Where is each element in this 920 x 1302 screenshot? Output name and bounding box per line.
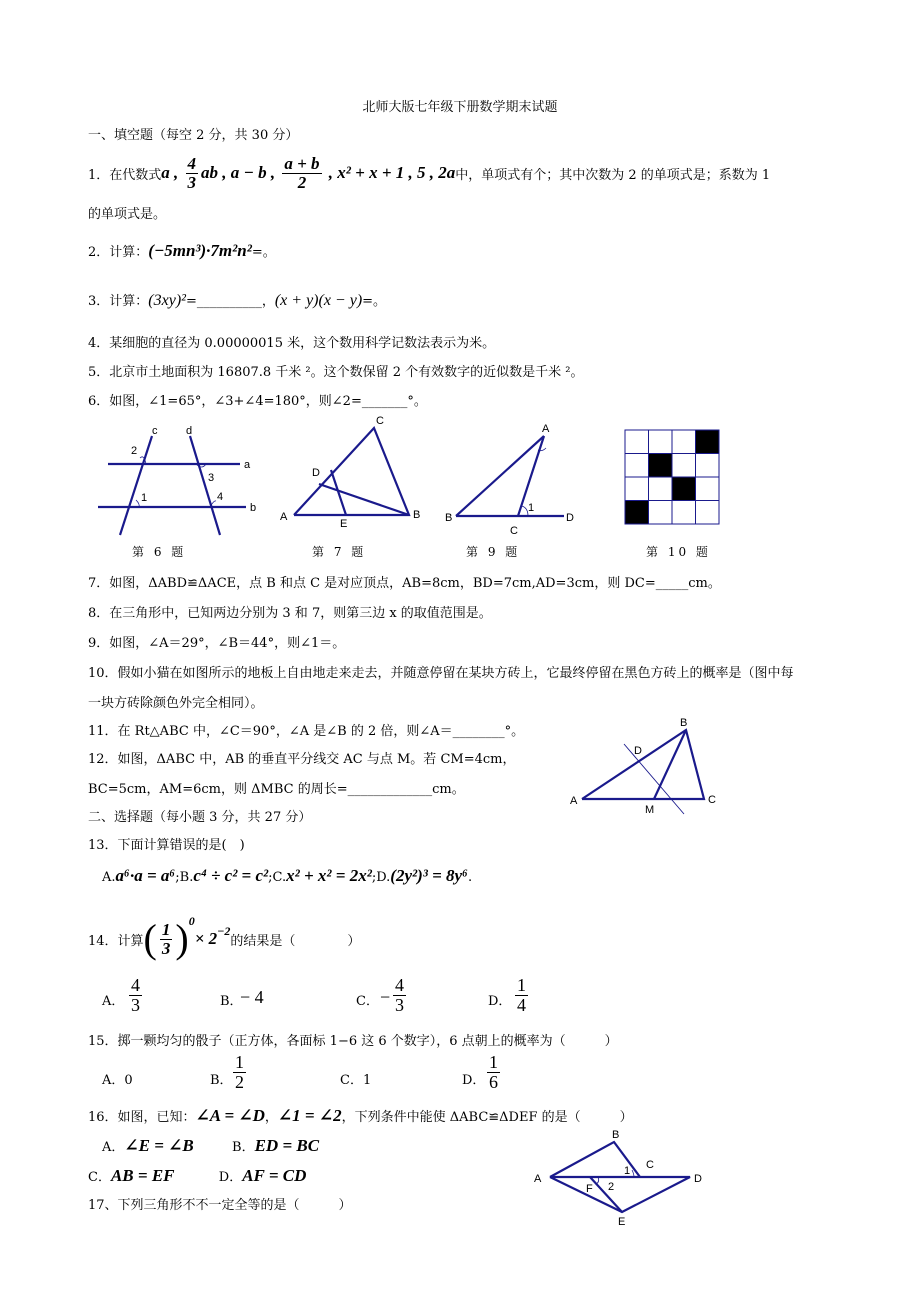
question-13: 13．下面计算错误的是( ) <box>88 838 245 853</box>
grid-tile <box>649 430 673 454</box>
grid-tile <box>672 430 696 454</box>
q1-expr-2a: 2a <box>438 163 456 182</box>
q15-option-d: $\frac{1}{6}$ <box>489 1052 498 1092</box>
q2-suffix: =。 <box>251 245 276 260</box>
fig16-label-C: C <box>646 1159 654 1171</box>
q13-option-d: (2y²)³ = 8y⁶ <box>390 866 469 885</box>
q3-expression-2: (x + y)(x − y) <box>274 292 363 309</box>
fig6-label-a: a <box>244 459 251 471</box>
q14-exponent-minus2: −2 <box>217 924 231 938</box>
fig7-label-A: A <box>280 511 288 523</box>
fig16-label-E: E <box>618 1216 626 1228</box>
page-title: 北师大版七年级下册数学期末试题 <box>362 100 558 115</box>
grid-tile <box>696 430 720 454</box>
q13-option-a: a⁶·a = a⁶ <box>115 866 176 885</box>
fig6-label-1: 1 <box>141 492 148 504</box>
grid-tile <box>625 477 649 501</box>
fig9-label-C: C <box>510 525 518 537</box>
grid-tile <box>625 454 649 478</box>
q16-option-c: AB = EF <box>110 1166 175 1185</box>
question-9: 9．如图，∠A＝29°，∠B＝44°，则∠1＝。 <box>88 636 346 651</box>
q16-prefix: 16．如图，已知： <box>88 1110 196 1125</box>
fig6-label-c: c <box>152 425 158 437</box>
q13-period: . <box>468 870 473 885</box>
question-15-options <box>88 1053 788 1101</box>
section-fill-in-heading: 一、填空题（每空 2 分，共 30 分） <box>88 128 299 143</box>
grid-tile <box>696 477 720 501</box>
q14-times-2: × 2 <box>194 929 218 948</box>
q15-option-d-label: D． <box>462 1073 486 1088</box>
fig7-label-C: C <box>376 415 384 427</box>
question-5: 5．北京市土地面积为 16807.8 千米 ²。这个数保留 2 个有效数字的近似数是千米 ²。 <box>88 365 584 380</box>
q16-option-a: ∠E = ∠B <box>124 1136 194 1155</box>
fig16-label-D: D <box>694 1173 702 1185</box>
grid-tile <box>696 501 720 525</box>
question-16-options-ab <box>102 1136 319 1156</box>
q16-suffix: ，下列条件中能使 ΔABC≌ΔDEF 的是（ ） <box>341 1110 633 1125</box>
q13-option-c-label: ;C. <box>268 870 287 885</box>
q16-option-c-label: C． <box>88 1170 111 1185</box>
figure-9 <box>442 420 582 538</box>
q14-option-d-label: D． <box>488 994 512 1009</box>
grid-tile <box>672 501 696 525</box>
grid-tile <box>649 477 673 501</box>
question-17: 17、下列三角形不不一定全等的是（ ） <box>88 1198 352 1213</box>
fig6-label-d: d <box>186 425 193 437</box>
q2-prefix: 2．计算： <box>88 245 149 260</box>
fig16-label-2: 2 <box>608 1181 615 1193</box>
q3-blank: =__________， <box>185 294 275 309</box>
question-3 <box>88 290 386 310</box>
caption-figure-9: 第 9 题 <box>466 545 521 559</box>
q14-option-d: $\frac{1}{4}$ <box>517 975 526 1015</box>
q14-exponent-0: 0 <box>188 914 195 928</box>
question-16 <box>88 1106 633 1126</box>
question-10-line1: 10．假如小猫在如图所示的地板上自由地走来走去，并随意停留在某块方砖上，它最终停留在黑色方砖上的概率是（图中每 <box>88 666 794 681</box>
question-6: 6．如图，∠1=65°，∠3+∠4=180°，则∠2=_______°。 <box>88 394 427 409</box>
question-10-line2: 一块方砖除颜色外完全相同）。 <box>88 696 264 711</box>
fig16-label-B: B <box>612 1129 620 1141</box>
fig6-label-b: b <box>250 502 257 514</box>
q15-option-c: C．1 <box>340 1073 372 1088</box>
question-2 <box>88 241 276 261</box>
figure-12 <box>566 712 726 818</box>
q16-option-a-label: A． <box>102 1140 125 1155</box>
fig12-label-A: A <box>570 795 578 807</box>
figure-6 <box>88 420 268 538</box>
q16-option-b-label: B． <box>232 1140 255 1155</box>
question-13-options <box>102 866 472 886</box>
grid-tile <box>672 454 696 478</box>
q3-suffix: =。 <box>362 294 387 309</box>
q1-fraction-a-plus-b: $\frac{a + b}{2}$ <box>284 153 320 192</box>
q14-fraction: $\frac{1}{3}$ <box>161 919 171 958</box>
q16-condition-2: ∠1 = ∠2 <box>277 1106 342 1125</box>
q16-option-d-label: D． <box>218 1170 243 1185</box>
q16-option-b: ED = BC <box>254 1136 320 1155</box>
fig7-label-B: B <box>413 509 421 521</box>
fig9-label-A: A <box>542 423 550 435</box>
question-11: 11．在 Rt△ABC 中，∠C＝90°，∠A 是∠B 的 2 倍，则∠A＝________°。 <box>88 724 525 739</box>
q13-option-b: c⁴ ÷ c² = c² <box>193 866 269 885</box>
grid-tile <box>696 454 720 478</box>
q14-option-a-label: A． <box>102 994 125 1009</box>
question-14-options <box>88 976 788 1022</box>
grid-tile <box>649 501 673 525</box>
question-16-options-cd <box>88 1166 306 1186</box>
question-4: 4．某细胞的直径为 0.00000015 米，这个数用科学记数法表示为米。 <box>88 336 496 351</box>
question-1: 1．在代数式 a , $\frac{4}{3}$ ab , a − b , $\frac{a + b}{2}$ , x² + x + 1 , 5 , 2a 中，单项式有个；其中次数为 2 的单项式是；系数为 1 <box>88 153 771 192</box>
fig6-label-2: 2 <box>131 445 138 457</box>
fig12-label-B: B <box>680 717 688 729</box>
q1-expr-a-minus-b: a − b <box>230 163 267 182</box>
q14-option-c-label: C． <box>356 994 379 1009</box>
q13-option-b-label: ;B. <box>175 870 194 885</box>
grid-tile <box>649 454 673 478</box>
fig6-label-4: 4 <box>217 491 224 503</box>
q14-option-c: $\frac{4}{3}$ <box>395 975 404 1015</box>
q3-expression-1: (3xy)² <box>148 292 186 309</box>
q13-option-d-label: ;D. <box>371 870 391 885</box>
grid-tile <box>672 477 696 501</box>
question-12-line2: BC=5cm，AM=6cm，则 ΔMBC 的周长=_____________cm。 <box>88 782 465 797</box>
q2-expression: (−5mn³)·7m²n² <box>148 241 252 260</box>
fig16-label-F: F <box>586 1183 593 1195</box>
figure-16 <box>530 1124 710 1230</box>
fig6-label-3: 3 <box>208 472 215 484</box>
caption-figure-10: 第 10 题 <box>646 545 711 559</box>
q1-expr-5: 5 <box>417 163 426 182</box>
q13-option-a-label: A. <box>102 870 116 885</box>
q14-suffix: 的结果是（ ） <box>230 933 361 949</box>
q1-expr-a: a <box>161 163 170 182</box>
q15-option-b: $\frac{1}{2}$ <box>235 1052 244 1092</box>
fig12-label-D: D <box>634 745 642 757</box>
caption-figure-7: 第 7 题 <box>312 545 367 559</box>
question-14: 14．计算 ( $\frac{1}{3}$ ) 0 × 2 −2 的结果是（ ） <box>88 914 361 961</box>
fig9-label-B: B <box>445 512 453 524</box>
q1-suffix: 中，单项式有个；其中次数为 2 的单项式是；系数为 1 <box>455 167 771 183</box>
section-choice-heading: 二、选择题（每小题 3 分，共 27 分） <box>88 810 312 825</box>
question-15: 15．掷一颗均匀的骰子（正方体，各面标 1−6 这 6 个数字），6 点朝上的概率为（ ） <box>88 1034 618 1049</box>
q14-prefix: 14．计算 <box>88 933 144 949</box>
q1-prefix: 1．在代数式 <box>88 167 162 183</box>
fig9-label-D: D <box>566 512 574 524</box>
question-1-line2: 的单项式是。 <box>88 207 167 222</box>
q14-option-b: − 4 <box>240 987 264 1007</box>
fig6-line-d <box>190 436 220 535</box>
fig9-label-1: 1 <box>528 502 535 514</box>
q15-option-a: A．0 <box>102 1073 133 1088</box>
q16-option-d: AF = CD <box>242 1166 307 1185</box>
question-7: 7．如图，ΔABD≌ΔACE，点 B 和点 C 是对应顶点，AB=8cm，BD=7cm,AD=3cm，则 DC=_____cm。 <box>88 576 721 591</box>
question-12-line1: 12．如图，ΔABC 中，AB 的垂直平分线交 AC 与点 M。若 CM=4cm， <box>88 752 516 767</box>
fig16-label-A: A <box>534 1173 542 1185</box>
q13-option-c: x² + x² = 2x² <box>286 866 372 885</box>
q14-option-a: $\frac{4}{3}$ <box>131 975 140 1015</box>
grid-tile <box>625 430 649 454</box>
q16-separator: ， <box>264 1110 278 1125</box>
fig16-label-1: 1 <box>624 1165 631 1177</box>
q1-expr-poly: x² + x + 1 <box>337 163 405 182</box>
q1-fraction-4-3: $\frac{4}{3}$ <box>187 153 197 192</box>
fig12-label-C: C <box>708 794 716 806</box>
figure-10-grid <box>624 429 720 525</box>
figure-7 <box>276 410 436 532</box>
q14-option-c-sign: − <box>380 987 391 1007</box>
fig7-label-D: D <box>312 467 320 479</box>
q1-expr-ab: ab <box>201 163 219 182</box>
caption-figure-6: 第 6 题 <box>132 545 187 559</box>
q16-condition-1: ∠A = ∠D <box>195 1106 265 1125</box>
question-8: 8．在三角形中，已知两边分别为 3 和 7，则第三边 x 的取值范围是。 <box>88 606 492 621</box>
fig7-label-E: E <box>340 518 348 530</box>
fig12-label-M: M <box>645 804 655 816</box>
grid-tile <box>625 501 649 525</box>
q3-prefix: 3．计算： <box>88 294 149 309</box>
q14-option-b-label: B． <box>220 994 243 1009</box>
q15-option-b-label: B． <box>210 1073 233 1088</box>
